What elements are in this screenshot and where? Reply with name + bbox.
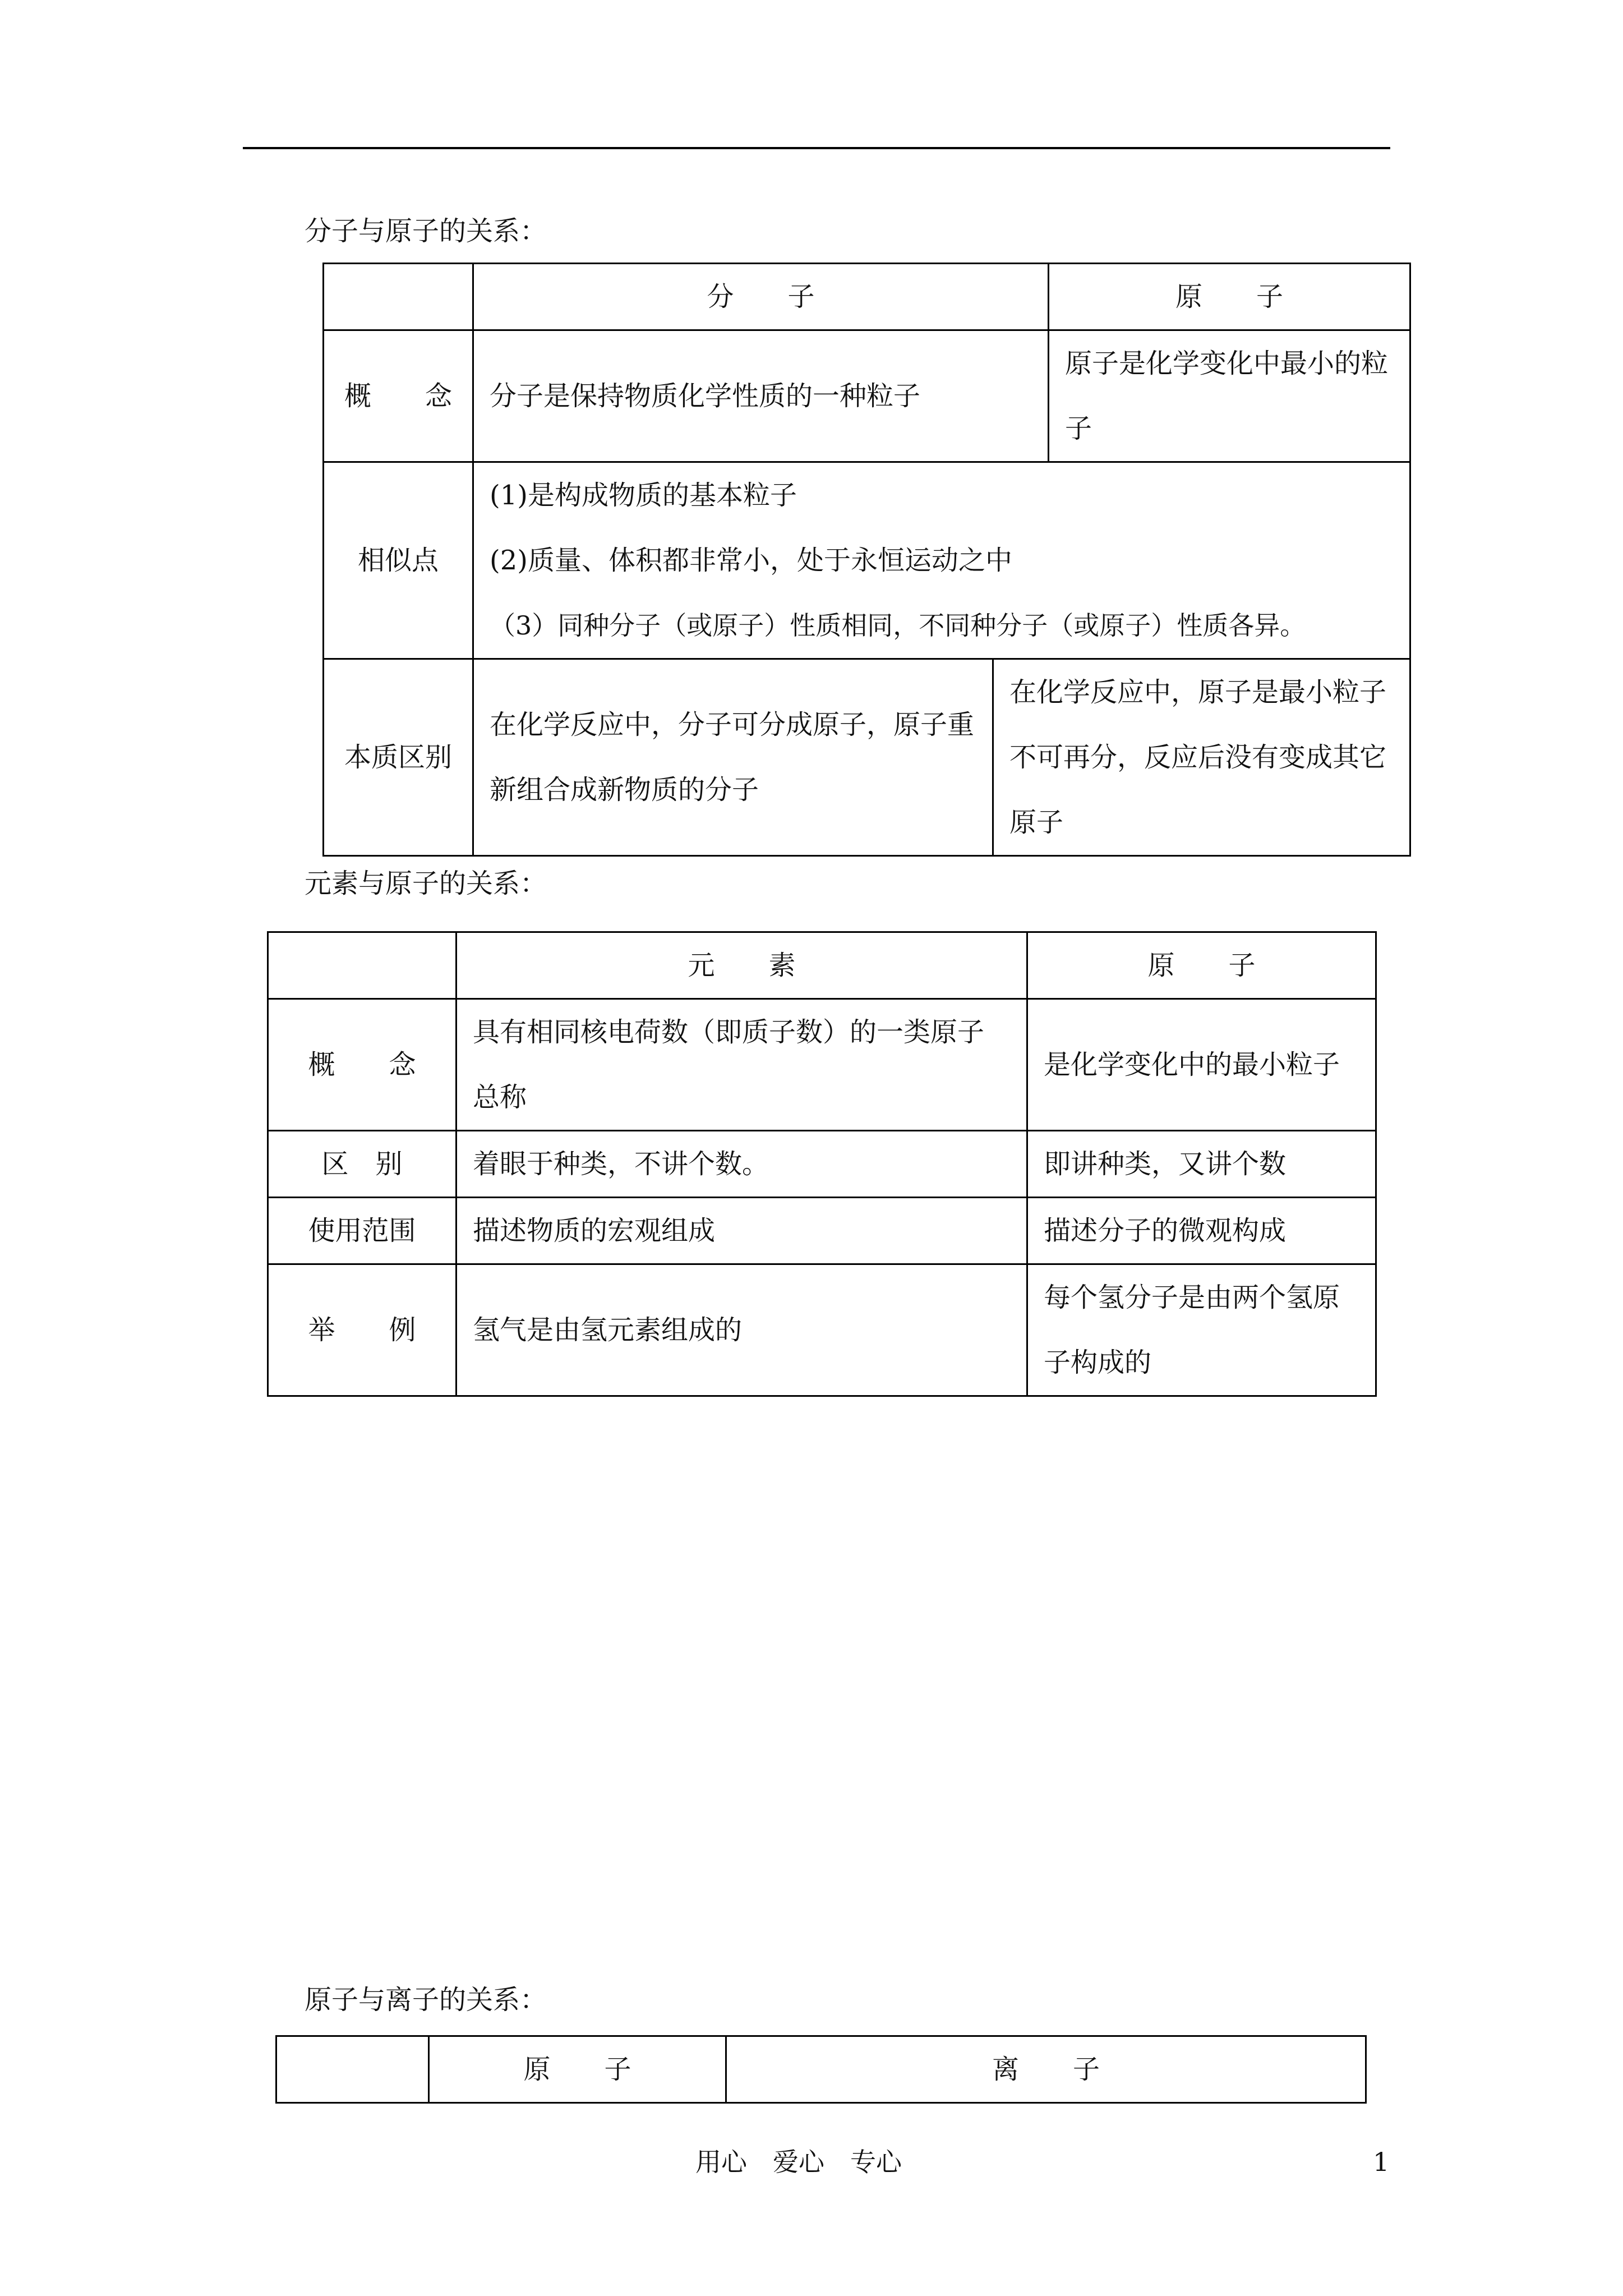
table-row-concept xyxy=(268,999,1376,1131)
atom-example: 每个氢分子是由两个氢原子构成的 xyxy=(1027,1264,1376,1396)
table-row-distinction xyxy=(268,1131,1376,1198)
footer-motto: 用心 爱心 专心 xyxy=(695,2147,902,2177)
table-header-row xyxy=(276,2036,1366,2103)
header-atom: 原 子 xyxy=(429,2036,726,2103)
row-label-example: 举 例 xyxy=(268,1264,457,1396)
page-number: 1 xyxy=(1373,2147,1390,2177)
row-label-scope: 使用范围 xyxy=(268,1198,457,1264)
row-label-difference: 本质区别 xyxy=(324,659,473,856)
element-scope: 描述物质的宏观组成 xyxy=(457,1198,1027,1264)
molecule-difference: 在化学反应中，分子可分成原子，原子重新组合成新物质的分子 xyxy=(473,659,993,856)
similar-point-2: (2)质量、体积都非常小，处于永恒运动之中 xyxy=(490,545,1012,576)
table-atom-ion xyxy=(275,2035,1367,2104)
row-label-concept: 概 念 xyxy=(324,330,473,462)
row-label-distinction: 区 别 xyxy=(268,1131,457,1198)
row-label-similar: 相似点 xyxy=(324,462,473,659)
header-atom: 原 子 xyxy=(1027,932,1376,999)
table-header-row xyxy=(324,264,1410,330)
header-empty-cell xyxy=(268,932,457,999)
header-atom: 原 子 xyxy=(1049,264,1410,330)
row-label-concept: 概 念 xyxy=(268,999,457,1131)
table-row-example xyxy=(268,1264,1376,1396)
similar-point-3: （3）同种分子（或原子）性质相同，不同种分子（或原子）性质各异。 xyxy=(490,610,1306,641)
section-title-molecule-atom: 分子与原子的关系： xyxy=(305,215,547,247)
atom-difference: 在化学反应中，原子是最小粒子不可再分，反应后没有变成其它原子 xyxy=(993,659,1410,856)
element-concept: 具有相同核电荷数（即质子数）的一类原子总称 xyxy=(457,999,1027,1131)
table-row-scope xyxy=(268,1198,1376,1264)
header-rule xyxy=(243,147,1390,149)
element-example: 氢气是由氢元素组成的 xyxy=(457,1264,1027,1396)
table-row-concept xyxy=(324,330,1410,462)
table-molecule-atom xyxy=(322,263,1411,857)
table-header-row xyxy=(268,932,1376,999)
molecule-concept: 分子是保持物质化学性质的一种粒子 xyxy=(473,330,1049,462)
header-empty-cell xyxy=(324,264,473,330)
header-ion: 离 子 xyxy=(726,2036,1366,2103)
atom-concept: 原子是化学变化中最小的粒子 xyxy=(1049,330,1410,462)
table-row-difference xyxy=(324,659,1410,856)
similar-points-cell xyxy=(473,462,1410,659)
atom-distinction: 即讲种类，又讲个数 xyxy=(1027,1131,1376,1198)
table-row-similar xyxy=(324,462,1410,659)
table-element-atom xyxy=(267,931,1377,1397)
header-molecule: 分 子 xyxy=(473,264,1049,330)
element-distinction: 着眼于种类，不讲个数。 xyxy=(457,1131,1027,1198)
header-element: 元 素 xyxy=(457,932,1027,999)
atom-concept: 是化学变化中的最小粒子 xyxy=(1027,999,1376,1131)
similar-point-1: (1)是构成物质的基本粒子 xyxy=(490,480,797,511)
header-empty-cell xyxy=(276,2036,429,2103)
section-title-element-atom: 元素与原子的关系： xyxy=(305,868,547,899)
section-title-atom-ion: 原子与离子的关系： xyxy=(305,1984,547,2016)
atom-scope: 描述分子的微观构成 xyxy=(1027,1198,1376,1264)
